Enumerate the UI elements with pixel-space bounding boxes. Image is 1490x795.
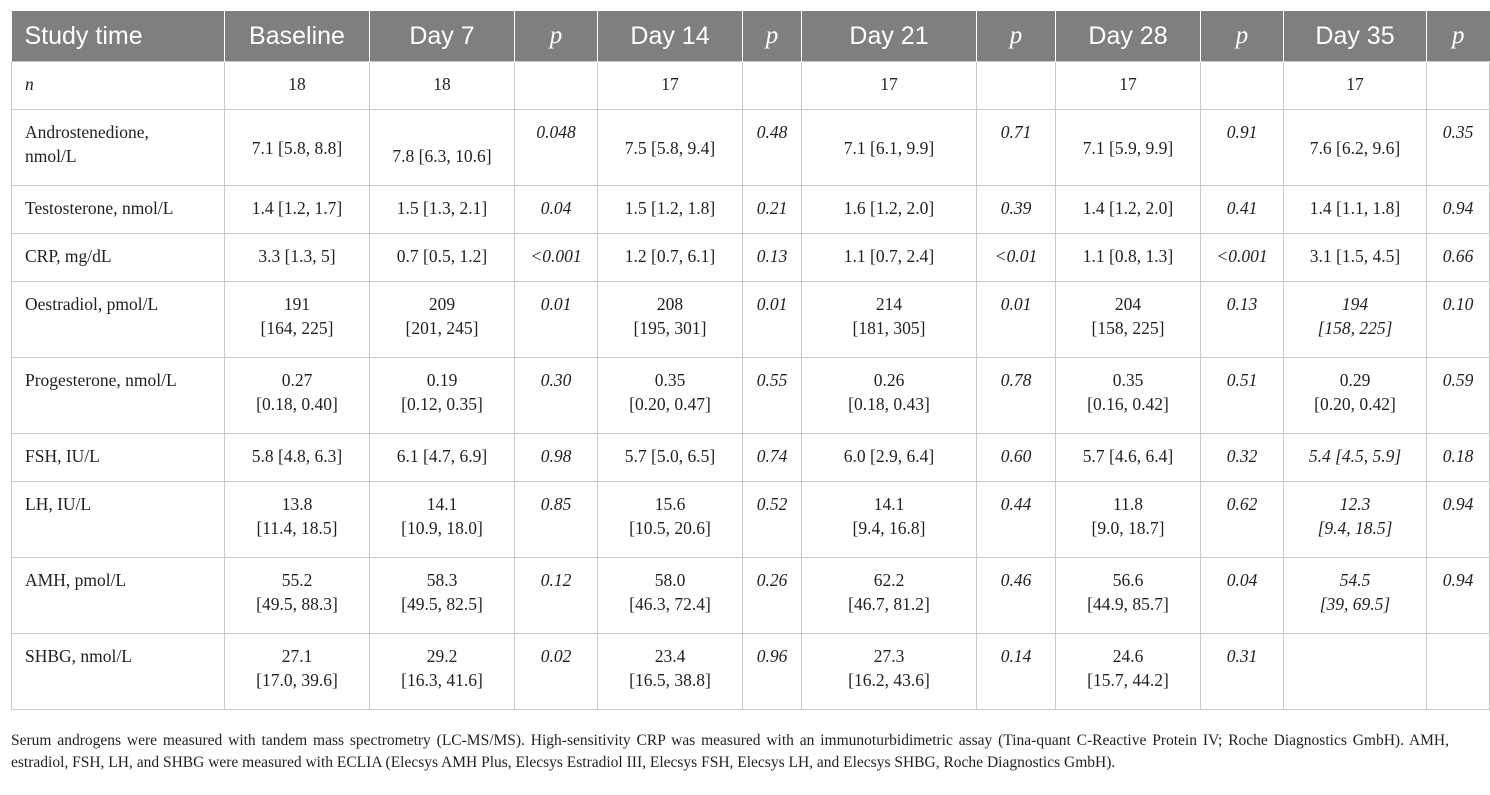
testosterone-day-14: 1.5 [1.2, 1.8] (598, 186, 743, 234)
table-row-crp (12, 234, 1490, 282)
header-p-day-21: p (977, 11, 1056, 62)
n-p-day-35 (1427, 62, 1490, 110)
androstenedione-p-day-28: 0.91 (1201, 110, 1284, 186)
header-day-14: Day 14 (598, 11, 743, 62)
header-day-7: Day 7 (370, 11, 515, 62)
table-header (12, 11, 1490, 62)
n-p-day-7 (515, 62, 598, 110)
iqr: [16.5, 38.8] (629, 670, 711, 690)
table-footnote: Serum androgens were measured with tandem mass spectrometry (LC-MS/MS). High-sensitivity CRP was measured with an immunoturbidimetric assay (Tina-quant C-Reactive Protein IV; Roche Diagnostics GmbH). AMH, estradiol, FSH, LH, and SHBG were measured with ECLIA (Elecsys AMH Plus, Elecsys Estradiol III, Elecsys FSH, Elecsys LH, and Elecsys SHBG, Roche Diagnostics GmbH). (11, 731, 1449, 771)
median: 13.8 (281, 494, 313, 514)
table-row-lh (12, 482, 1490, 558)
oestradiol-day-28 (1056, 282, 1201, 358)
crp-day-28: 1.1 [0.8, 1.3] (1056, 234, 1201, 282)
androstenedione-day-35: 7.6 [6.2, 9.6] (1284, 110, 1427, 186)
amh-p-day-7: 0.12 (515, 558, 598, 634)
amh-p-day-21: 0.46 (977, 558, 1056, 634)
fsh-day-21: 6.0 [2.9, 6.4] (802, 434, 977, 482)
row-label-androstenedione (12, 110, 225, 186)
shbg-baseline (225, 634, 370, 710)
iqr: [46.3, 72.4] (629, 594, 711, 614)
median: 15.6 (654, 494, 686, 514)
shbg-day-14 (598, 634, 743, 710)
testosterone-day-7: 1.5 [1.3, 2.1] (370, 186, 515, 234)
median: 56.6 (1112, 570, 1144, 590)
progesterone-p-day-28: 0.51 (1201, 358, 1284, 434)
median: 0.19 (426, 370, 458, 390)
n-p-day-21 (977, 62, 1056, 110)
shbg-p-day-28: 0.31 (1201, 634, 1284, 710)
lh-p-day-14: 0.52 (743, 482, 802, 558)
lh-p-day-21: 0.44 (977, 482, 1056, 558)
median: 191 (283, 294, 311, 314)
amh-day-35 (1284, 558, 1427, 634)
amh-baseline (225, 558, 370, 634)
shbg-p-day-14: 0.96 (743, 634, 802, 710)
median: 24.6 (1112, 646, 1144, 666)
hormone-results-table (11, 11, 1490, 710)
androstenedione-p-day-14: 0.48 (743, 110, 802, 186)
testosterone-p-day-14: 0.21 (743, 186, 802, 234)
lh-day-21 (802, 482, 977, 558)
crp-day-14: 1.2 [0.7, 6.1] (598, 234, 743, 282)
amh-day-7 (370, 558, 515, 634)
iqr: [0.12, 0.35] (401, 394, 483, 414)
shbg-p-day-7: 0.02 (515, 634, 598, 710)
androstenedione-baseline: 7.1 [5.8, 8.8] (225, 110, 370, 186)
shbg-day-21 (802, 634, 977, 710)
progesterone-day-14 (598, 358, 743, 434)
amh-day-14 (598, 558, 743, 634)
amh-p-day-35: 0.94 (1427, 558, 1490, 634)
fsh-day-7: 6.1 [4.7, 6.9] (370, 434, 515, 482)
progesterone-p-day-14: 0.55 (743, 358, 802, 434)
n-day-21: 17 (802, 62, 977, 110)
fsh-p-day-21: 0.60 (977, 434, 1056, 482)
iqr: [164, 225] (260, 318, 334, 338)
lh-day-35 (1284, 482, 1427, 558)
progesterone-p-day-21: 0.78 (977, 358, 1056, 434)
median: 11.8 (1113, 494, 1143, 514)
iqr: [9.0, 18.7] (1091, 518, 1165, 538)
median: 23.4 (654, 646, 686, 666)
testosterone-day-21: 1.6 [1.2, 2.0] (802, 186, 977, 234)
shbg-p-day-21: 0.14 (977, 634, 1056, 710)
header-p-day-14: p (743, 11, 802, 62)
oestradiol-baseline (225, 282, 370, 358)
median: 58.3 (426, 570, 458, 590)
lh-p-day-28: 0.62 (1201, 482, 1284, 558)
crp-baseline: 3.3 [1.3, 5] (225, 234, 370, 282)
n-p-day-28 (1201, 62, 1284, 110)
iqr: [0.18, 0.40] (256, 394, 338, 414)
header-p-day-28: p (1201, 11, 1284, 62)
table-row-androstenedione (12, 110, 1490, 186)
fsh-p-day-35: 0.18 (1427, 434, 1490, 482)
progesterone-baseline (225, 358, 370, 434)
header-day-28: Day 28 (1056, 11, 1201, 62)
header-p-day-7: p (515, 11, 598, 62)
iqr: [11.4, 18.5] (256, 518, 338, 538)
progesterone-day-35 (1284, 358, 1427, 434)
oestradiol-day-35 (1284, 282, 1427, 358)
median: 0.27 (281, 370, 313, 390)
iqr: [10.9, 18.0] (401, 518, 483, 538)
iqr: [17.0, 39.6] (256, 670, 338, 690)
median: 0.35 (1112, 370, 1144, 390)
table-body (12, 62, 1490, 710)
iqr: [49.5, 82.5] (401, 594, 483, 614)
fsh-day-28: 5.7 [4.6, 6.4] (1056, 434, 1201, 482)
iqr: [49.5, 88.3] (256, 594, 338, 614)
amh-p-day-14: 0.26 (743, 558, 802, 634)
iqr: [44.9, 85.7] (1087, 594, 1169, 614)
oestradiol-p-day-7: 0.01 (515, 282, 598, 358)
crp-day-7: 0.7 [0.5, 1.2] (370, 234, 515, 282)
header-day-21: Day 21 (802, 11, 977, 62)
androstenedione-day-7: 7.8 [6.3, 10.6] (370, 110, 515, 186)
crp-p-day-35: 0.66 (1427, 234, 1490, 282)
androstenedione-p-day-21: 0.71 (977, 110, 1056, 186)
median: 55.2 (281, 570, 313, 590)
oestradiol-day-14 (598, 282, 743, 358)
amh-day-28 (1056, 558, 1201, 634)
table-row-amh (12, 558, 1490, 634)
testosterone-p-day-28: 0.41 (1201, 186, 1284, 234)
label-line-2: nmol/L (25, 146, 77, 166)
fsh-p-day-7: 0.98 (515, 434, 598, 482)
median: 208 (656, 294, 684, 314)
iqr: [16.3, 41.6] (401, 670, 483, 690)
progesterone-day-28 (1056, 358, 1201, 434)
amh-p-day-28: 0.04 (1201, 558, 1284, 634)
median: 0.29 (1339, 370, 1371, 390)
fsh-day-14: 5.7 [5.0, 6.5] (598, 434, 743, 482)
amh-day-21 (802, 558, 977, 634)
median: 204 (1114, 294, 1142, 314)
progesterone-p-day-7: 0.30 (515, 358, 598, 434)
median: 27.1 (281, 646, 313, 666)
shbg-day-35 (1284, 634, 1427, 710)
table-row-progesterone (12, 358, 1490, 434)
testosterone-day-28: 1.4 [1.2, 2.0] (1056, 186, 1201, 234)
header-baseline: Baseline (225, 11, 370, 62)
crp-day-35: 3.1 [1.5, 4.5] (1284, 234, 1427, 282)
testosterone-p-day-21: 0.39 (977, 186, 1056, 234)
oestradiol-p-day-14: 0.01 (743, 282, 802, 358)
testosterone-day-35: 1.4 [1.1, 1.8] (1284, 186, 1427, 234)
table-row-n (12, 62, 1490, 110)
testosterone-p-day-7: 0.04 (515, 186, 598, 234)
iqr: [15.7, 44.2] (1087, 670, 1169, 690)
iqr: [39, 69.5] (1319, 594, 1391, 614)
crp-p-day-7: <0.001 (515, 234, 598, 282)
row-label-testosterone: Testosterone, nmol/L (12, 186, 225, 234)
n-day-7: 18 (370, 62, 515, 110)
median: 209 (428, 294, 456, 314)
oestradiol-day-7 (370, 282, 515, 358)
median: 0.26 (873, 370, 905, 390)
iqr: [158, 225] (1317, 318, 1393, 338)
progesterone-day-21 (802, 358, 977, 434)
crp-p-day-14: 0.13 (743, 234, 802, 282)
oestradiol-p-day-21: 0.01 (977, 282, 1056, 358)
row-label-shbg: SHBG, nmol/L (12, 634, 225, 710)
iqr: [181, 305] (852, 318, 926, 338)
oestradiol-p-day-28: 0.13 (1201, 282, 1284, 358)
median: 54.5 (1339, 570, 1371, 590)
lh-p-day-35: 0.94 (1427, 482, 1490, 558)
testosterone-p-day-35: 0.94 (1427, 186, 1490, 234)
median: 29.2 (426, 646, 458, 666)
median: 14.1 (873, 494, 905, 514)
iqr: [0.20, 0.42] (1314, 394, 1396, 414)
median: 27.3 (873, 646, 905, 666)
androstenedione-day-14: 7.5 [5.8, 9.4] (598, 110, 743, 186)
row-label-crp: CRP, mg/dL (12, 234, 225, 282)
lh-day-7 (370, 482, 515, 558)
iqr: [0.20, 0.47] (629, 394, 711, 414)
androstenedione-day-21: 7.1 [6.1, 9.9] (802, 110, 977, 186)
n-baseline: 18 (225, 62, 370, 110)
iqr: [16.2, 43.6] (848, 670, 930, 690)
median: 214 (875, 294, 903, 314)
header-p-day-35: p (1427, 11, 1490, 62)
median: 12.3 (1339, 494, 1371, 514)
fsh-baseline: 5.8 [4.8, 6.3] (225, 434, 370, 482)
testosterone-baseline: 1.4 [1.2, 1.7] (225, 186, 370, 234)
iqr: [9.4, 18.5] (1317, 518, 1393, 538)
iqr: [0.18, 0.43] (848, 394, 930, 414)
iqr: [0.16, 0.42] (1087, 394, 1169, 414)
header-day-35: Day 35 (1284, 11, 1427, 62)
n-day-35: 17 (1284, 62, 1427, 110)
row-label-progesterone: Progesterone, nmol/L (12, 358, 225, 434)
iqr: [10.5, 20.6] (629, 518, 711, 538)
progesterone-day-7 (370, 358, 515, 434)
table-row-testosterone (12, 186, 1490, 234)
androstenedione-p-day-7: 0.048 (515, 110, 598, 186)
androstenedione-p-day-35: 0.35 (1427, 110, 1490, 186)
n-p-day-14 (743, 62, 802, 110)
results-table-container (11, 11, 1474, 710)
shbg-p-day-35 (1427, 634, 1490, 710)
lh-day-14 (598, 482, 743, 558)
oestradiol-day-21 (802, 282, 977, 358)
lh-day-28 (1056, 482, 1201, 558)
median: 58.0 (654, 570, 686, 590)
header-study-time: Study time (12, 11, 225, 62)
crp-p-day-21: <0.01 (977, 234, 1056, 282)
fsh-p-day-28: 0.32 (1201, 434, 1284, 482)
row-label-n: n (12, 62, 225, 110)
iqr: [9.4, 16.8] (852, 518, 926, 538)
table-row-shbg (12, 634, 1490, 710)
fsh-p-day-14: 0.74 (743, 434, 802, 482)
iqr: [158, 225] (1091, 318, 1165, 338)
lh-p-day-7: 0.85 (515, 482, 598, 558)
row-label-oestradiol: Oestradiol, pmol/L (12, 282, 225, 358)
median: 62.2 (873, 570, 905, 590)
n-day-28: 17 (1056, 62, 1201, 110)
table-row-oestradiol (12, 282, 1490, 358)
median: 0.35 (654, 370, 686, 390)
row-label-fsh: FSH, IU/L (12, 434, 225, 482)
median: 194 (1341, 294, 1369, 314)
oestradiol-p-day-35: 0.10 (1427, 282, 1490, 358)
row-label-lh: LH, IU/L (12, 482, 225, 558)
shbg-day-7 (370, 634, 515, 710)
shbg-day-28 (1056, 634, 1201, 710)
row-label-amh: AMH, pmol/L (12, 558, 225, 634)
table-row-fsh (12, 434, 1490, 482)
iqr: [46.7, 81.2] (848, 594, 930, 614)
n-day-14: 17 (598, 62, 743, 110)
iqr: [195, 301] (633, 318, 707, 338)
crp-day-21: 1.1 [0.7, 2.4] (802, 234, 977, 282)
fsh-day-35: 5.4 [4.5, 5.9] (1284, 434, 1427, 482)
androstenedione-day-28: 7.1 [5.9, 9.9] (1056, 110, 1201, 186)
label-line-1: Androstenedione, (25, 122, 149, 142)
progesterone-p-day-35: 0.59 (1427, 358, 1490, 434)
median: 14.1 (426, 494, 458, 514)
lh-baseline (225, 482, 370, 558)
crp-p-day-28: <0.001 (1201, 234, 1284, 282)
iqr: [201, 245] (405, 318, 479, 338)
